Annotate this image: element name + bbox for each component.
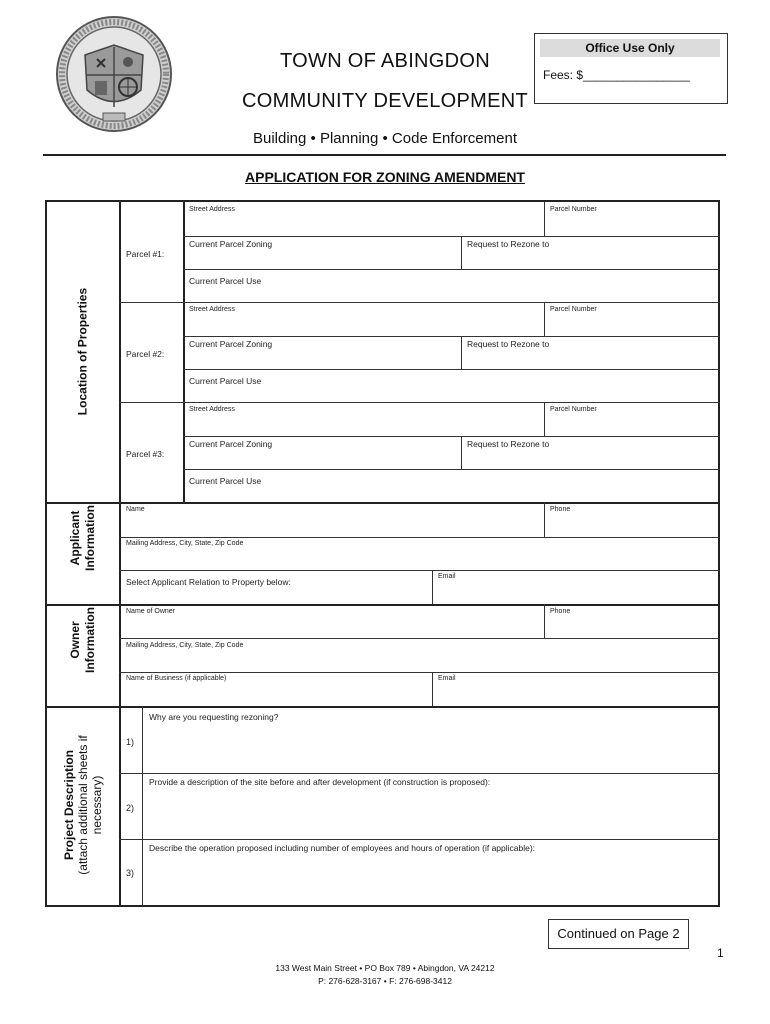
question-2-number: 2)	[126, 803, 135, 813]
section-column-divider	[119, 202, 121, 907]
parcel-1-current-use-field[interactable]: Current Parcel Use	[189, 276, 262, 286]
cell-line	[461, 236, 462, 269]
parcel-1-rezone-to-field[interactable]: Request to Rezone to	[467, 239, 550, 249]
applicant-mailing-address-field[interactable]: Mailing Address, City, State, Zip Code	[126, 540, 244, 547]
parcel-3-parcel-number-field[interactable]: Parcel Number	[550, 406, 597, 413]
row-line	[183, 236, 720, 237]
row-line	[183, 469, 720, 470]
project-section-text-3: necessary)	[90, 775, 104, 835]
question-3-number: 3)	[126, 868, 135, 878]
office-use-heading: Office Use Only	[540, 39, 720, 57]
town-seal-logo	[55, 15, 173, 133]
row-line	[119, 570, 720, 571]
cell-line	[461, 436, 462, 469]
footer-contact: P: 276-628-3167 • F: 276-698-3412	[318, 976, 452, 986]
parcel-2-rezone-to-field[interactable]: Request to Rezone to	[467, 339, 550, 349]
header-divider	[43, 154, 726, 156]
footer-address: 133 West Main Street • PO Box 789 • Abingdon, VA 24212	[275, 963, 495, 973]
parcel-2-label: Parcel #2:	[126, 349, 165, 359]
cell-line	[544, 604, 545, 638]
office-use-box	[534, 33, 728, 104]
row-line	[119, 638, 720, 639]
parcel-2-current-use-field[interactable]: Current Parcel Use	[189, 376, 262, 386]
department-title: COMMUNITY DEVELOPMENT	[242, 90, 528, 112]
cell-line	[461, 336, 462, 369]
row-line	[119, 537, 720, 538]
parcel-2-current-zoning-field[interactable]: Current Parcel Zoning	[189, 339, 273, 349]
row-line	[183, 336, 720, 337]
application-form	[45, 200, 720, 907]
parcel-1-label: Parcel #1:	[126, 249, 165, 259]
continued-on-page-2-box: Continued on Page 2	[548, 919, 689, 949]
section-divider	[47, 502, 720, 504]
question-1-number: 1)	[126, 737, 135, 747]
parcel-1-current-zoning-field[interactable]: Current Parcel Zoning	[189, 239, 273, 249]
row-line	[183, 269, 720, 270]
applicant-section-text-2: Information	[83, 505, 97, 571]
location-section-label	[76, 202, 91, 502]
owner-business-name-field[interactable]: Name of Business (if applicable)	[126, 675, 227, 682]
applicant-section-label	[68, 488, 98, 588]
section-divider	[47, 604, 720, 606]
parcel-2-parcel-number-field[interactable]: Parcel Number	[550, 306, 597, 313]
application-title: APPLICATION FOR ZONING AMENDMENT	[245, 169, 525, 185]
cell-line	[544, 402, 545, 436]
project-section-text-2: (attach additional sheets if	[76, 735, 90, 875]
applicant-section-text-1: Applicant	[68, 510, 82, 566]
page-number: 1	[717, 946, 724, 960]
parcel-3-current-zoning-field[interactable]: Current Parcel Zoning	[189, 439, 273, 449]
parcel-3-rezone-to-field[interactable]: Request to Rezone to	[467, 439, 550, 449]
row-line	[119, 773, 720, 774]
parcel-1-parcel-number-field[interactable]: Parcel Number	[550, 206, 597, 213]
owner-name-field[interactable]: Name of Owner	[126, 608, 176, 615]
row-line	[119, 839, 720, 840]
location-section-text: Location of Properties	[75, 287, 90, 416]
cell-line	[432, 570, 433, 604]
fees-field[interactable]: Fees: $________________	[543, 68, 690, 82]
parcel-column-divider	[183, 202, 185, 502]
row-line	[183, 369, 720, 370]
cell-line	[142, 706, 143, 907]
question-1-field[interactable]: Why are you requesting rezoning?	[149, 712, 279, 722]
parcel-divider	[119, 302, 720, 303]
question-2-field[interactable]: Provide a description of the site before and after development (if construction is proposed):	[149, 777, 491, 787]
project-section-label	[62, 705, 104, 905]
cell-line	[432, 672, 433, 706]
town-title: TOWN OF ABINGDON	[280, 50, 490, 72]
parcel-1-street-address-field[interactable]: Street Address	[189, 206, 235, 213]
department-subtitle: Building • Planning • Code Enforcement	[253, 130, 517, 147]
owner-email-field[interactable]: Email	[438, 675, 456, 682]
section-divider	[47, 706, 720, 708]
owner-phone-field[interactable]: Phone	[550, 608, 571, 615]
owner-section-text-1: Owner	[68, 621, 82, 659]
row-line	[183, 436, 720, 437]
question-3-field[interactable]: Describe the operation proposed including number of employees and hours of operation (if applicable):	[149, 843, 536, 853]
parcel-3-street-address-field[interactable]: Street Address	[189, 406, 235, 413]
cell-line	[544, 302, 545, 336]
applicant-phone-field[interactable]: Phone	[550, 506, 571, 513]
owner-section-text-2: Information	[83, 607, 97, 673]
applicant-name-field[interactable]: Name	[126, 506, 145, 513]
owner-section-label	[68, 590, 98, 690]
parcel-3-label: Parcel #3:	[126, 449, 165, 459]
applicant-relation-select[interactable]: Select Applicant Relation to Property below:	[126, 577, 291, 587]
cell-line	[544, 502, 545, 537]
applicant-email-field[interactable]: Email	[438, 573, 456, 580]
row-line	[119, 672, 720, 673]
parcel-2-street-address-field[interactable]: Street Address	[189, 306, 235, 313]
cell-line	[544, 202, 545, 236]
owner-mailing-address-field[interactable]: Mailing Address, City, State, Zip Code	[126, 642, 244, 649]
parcel-3-current-use-field[interactable]: Current Parcel Use	[189, 476, 262, 486]
project-section-text-1: Project Description	[62, 749, 76, 861]
parcel-divider	[119, 402, 720, 403]
